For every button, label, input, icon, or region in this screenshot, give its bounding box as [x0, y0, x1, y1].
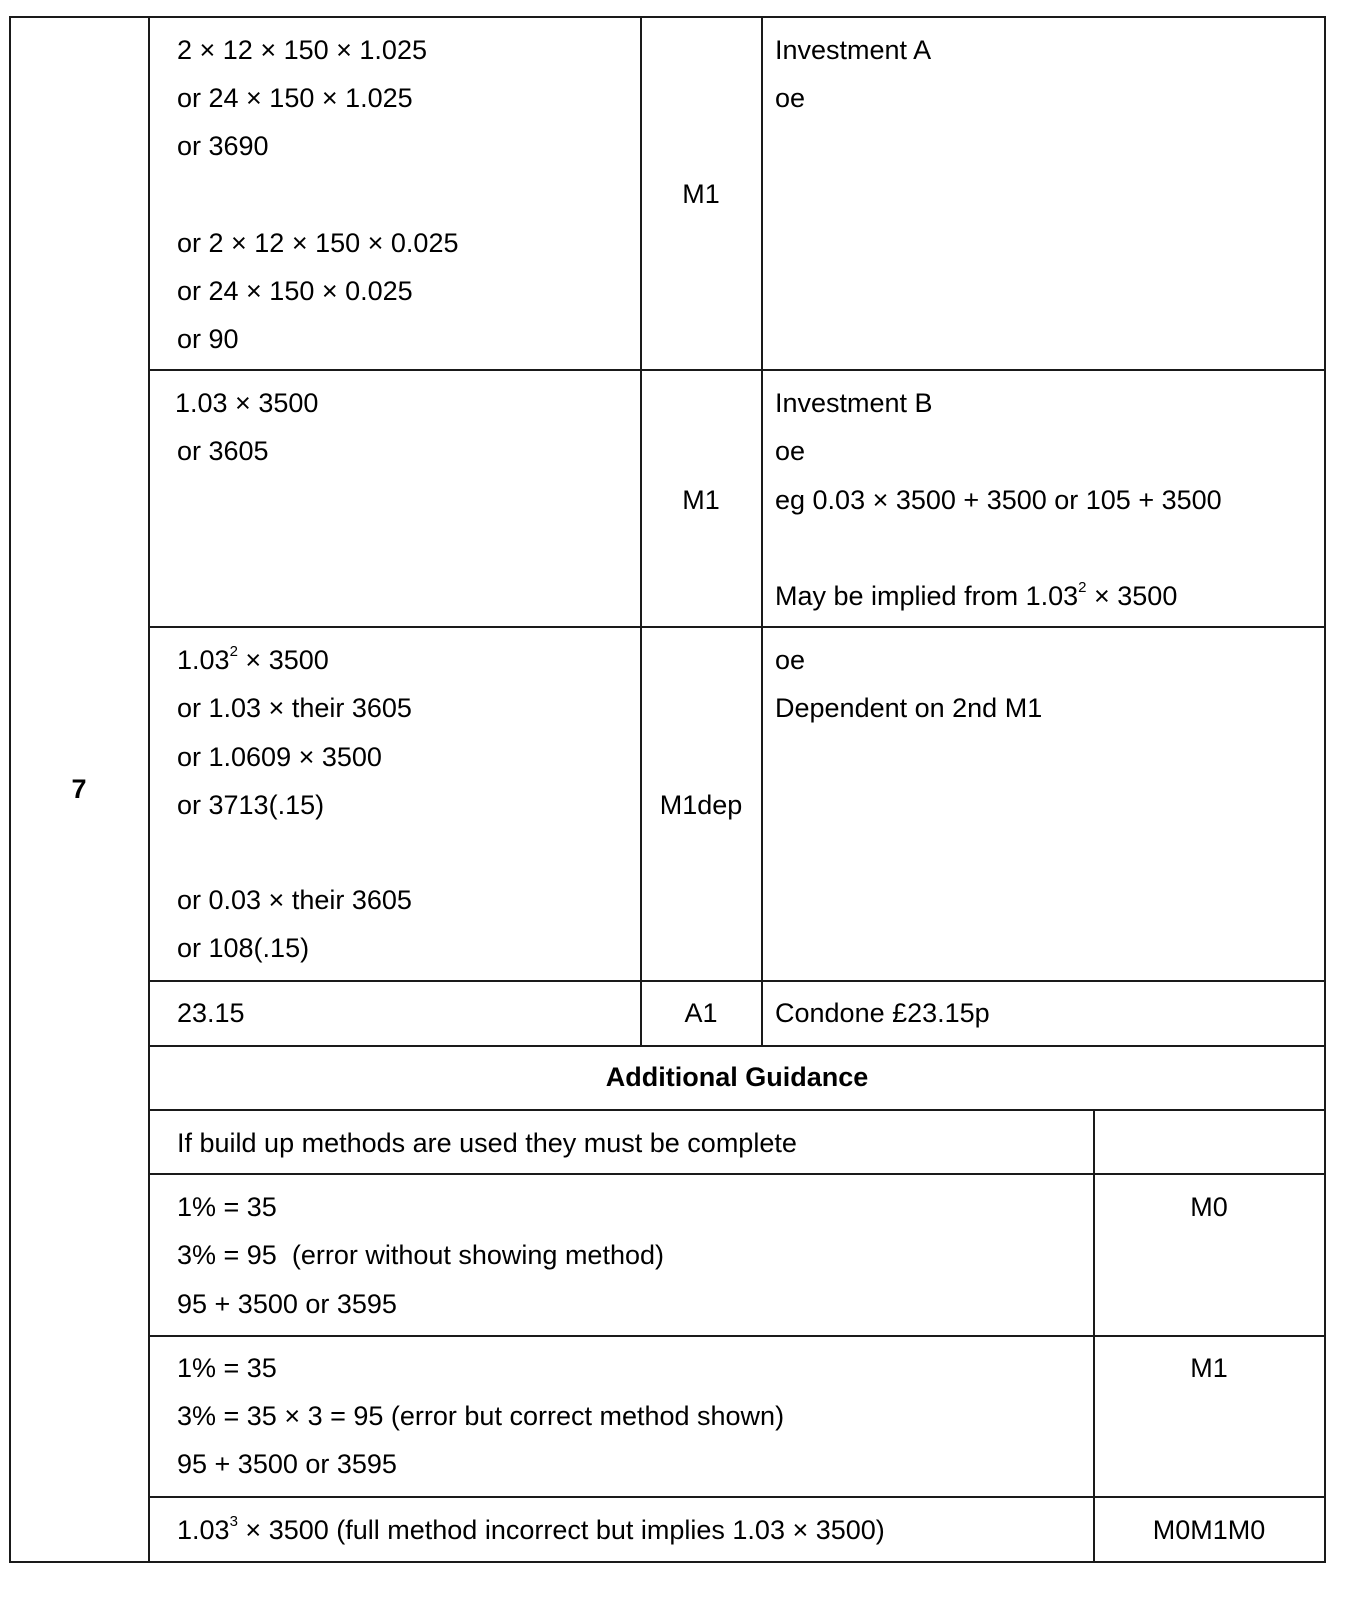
mark-code: M1	[682, 485, 720, 515]
guidance-title: Additional Guidance	[605, 1062, 869, 1092]
method-line: or 3713(.15)	[177, 790, 325, 820]
guidance-line: 3% = 95 (error without showing method)	[177, 1240, 664, 1270]
row-divider	[148, 1045, 1326, 1047]
guidance-text: × 3500 (full method incorrect but implies 1.03 × 3500)	[245, 1515, 885, 1545]
exponent: 2	[1078, 579, 1087, 596]
row-divider	[148, 626, 1326, 628]
mark-code: A1	[684, 998, 718, 1028]
guidance-mark: M1	[1190, 1353, 1228, 1383]
comment-line	[775, 581, 1177, 611]
comment-line: Dependent on 2nd M1	[775, 693, 1043, 723]
mark-column-right-divider	[761, 16, 763, 1047]
method-line: or 3690	[177, 131, 269, 161]
guidance-line: 95 + 3500 or 3595	[177, 1289, 397, 1319]
comment-line: Investment B	[775, 388, 933, 418]
table-border-top	[9, 16, 1326, 18]
mark-code: M1dep	[659, 790, 743, 820]
comment-line: oe	[775, 83, 806, 113]
table-border-bottom	[9, 1561, 1326, 1563]
method-line: 1.03 × 3500	[175, 388, 319, 418]
guidance-mark: M0	[1190, 1192, 1228, 1222]
comment-line: oe	[775, 436, 806, 466]
row-divider	[148, 980, 1326, 982]
method-line: or 90	[177, 324, 239, 354]
comment-line: eg 0.03 × 3500 + 3500 or 105 + 3500	[775, 485, 1222, 515]
guidance-line: 1% = 35	[177, 1192, 277, 1222]
exponent: 2	[229, 643, 238, 660]
row-divider	[148, 369, 1326, 371]
row-divider	[148, 1173, 1326, 1175]
method-text: × 3500	[245, 645, 329, 675]
method-line: or 1.0609 × 3500	[177, 742, 382, 772]
method-line: or 1.03 × their 3605	[177, 693, 412, 723]
guidance-mark: M0M1M0	[1152, 1515, 1266, 1545]
method-line: 23.15	[177, 998, 245, 1028]
guidance-text: 1.03	[177, 1515, 230, 1545]
comment-text: May be implied from 1.03	[775, 581, 1079, 611]
row-divider	[148, 1496, 1326, 1498]
guidance-line: If build up methods are used they must be complete	[177, 1128, 797, 1158]
method-line: or 3605	[177, 436, 269, 466]
question-number: 7	[71, 774, 87, 804]
row-divider	[148, 1335, 1326, 1337]
method-line	[177, 645, 329, 675]
method-line: or 24 × 150 × 1.025	[177, 83, 413, 113]
guidance-line: 95 + 3500 or 3595	[177, 1449, 397, 1479]
table-border-left	[9, 16, 11, 1563]
method-text: 1.03	[177, 645, 230, 675]
mark-code: M1	[682, 179, 720, 209]
comment-line: Condone £23.15p	[775, 998, 990, 1028]
comment-line: oe	[775, 645, 806, 675]
method-line: or 0.03 × their 3605	[177, 885, 412, 915]
method-line: or 2 × 12 × 150 × 0.025	[177, 228, 459, 258]
guidance-line	[177, 1515, 885, 1545]
comment-line: Investment A	[775, 35, 932, 65]
method-line: or 108(.15)	[177, 933, 310, 963]
comment-text: × 3500	[1094, 581, 1178, 611]
guidance-line: 1% = 35	[177, 1353, 277, 1383]
method-line: 2 × 12 × 150 × 1.025	[177, 35, 427, 65]
exponent: 3	[229, 1513, 238, 1530]
row-divider	[148, 1109, 1326, 1111]
question-column-divider	[148, 16, 150, 1563]
mark-column-left-divider	[640, 16, 642, 1047]
table-border-right	[1324, 16, 1326, 1563]
method-line: or 24 × 150 × 0.025	[177, 276, 413, 306]
guidance-line: 3% = 35 × 3 = 95 (error but correct method shown)	[177, 1401, 785, 1431]
